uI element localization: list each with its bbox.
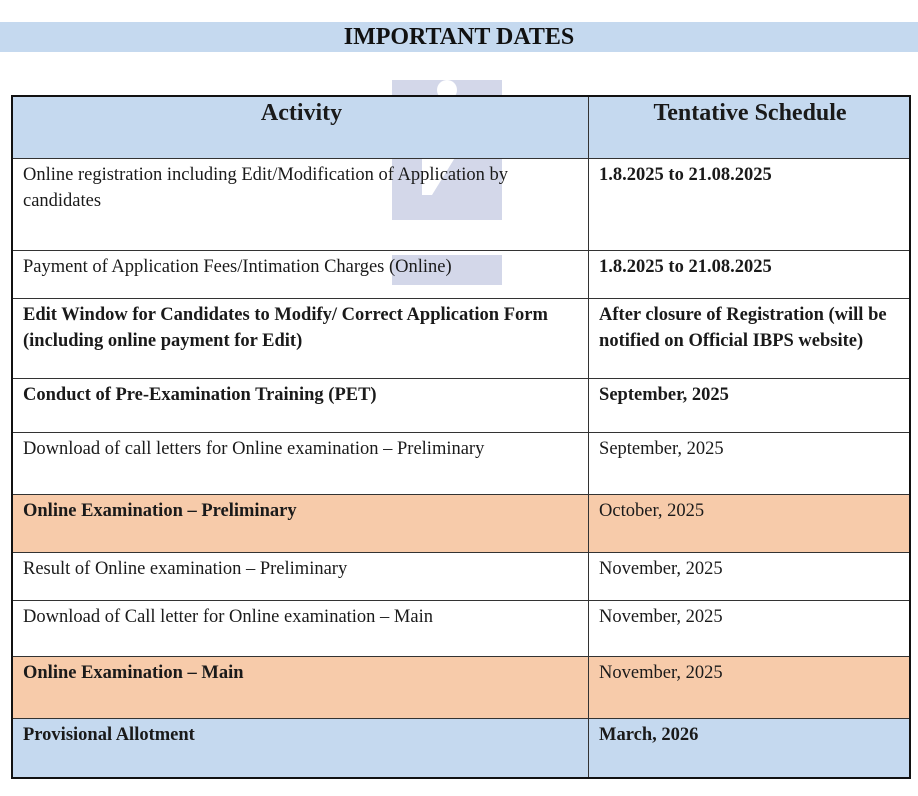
table-row xyxy=(12,494,910,552)
schedule-cell: 1.8.2025 to 21.08.2025 xyxy=(589,250,910,298)
activity-cell: Provisional Allotment xyxy=(12,718,589,778)
table-row xyxy=(12,552,910,600)
schedule-cell: September, 2025 xyxy=(589,432,910,494)
schedule-cell: 1.8.2025 to 21.08.2025 xyxy=(589,158,910,250)
table-row xyxy=(12,158,910,250)
activity-cell: Download of Call letter for Online examination – Main xyxy=(12,600,589,656)
table-row xyxy=(12,600,910,656)
schedule-cell: November, 2025 xyxy=(589,600,910,656)
table-header-row xyxy=(12,96,910,158)
activity-cell: Online Examination – Main xyxy=(12,656,589,718)
schedule-cell: October, 2025 xyxy=(589,494,910,552)
important-dates-table xyxy=(11,95,911,779)
activity-cell: Conduct of Pre-Examination Training (PET) xyxy=(12,378,589,432)
schedule-cell: November, 2025 xyxy=(589,656,910,718)
column-header-schedule: Tentative Schedule xyxy=(589,96,910,158)
table-row xyxy=(12,378,910,432)
schedule-cell: After closure of Registration (will be notified on Official IBPS website) xyxy=(589,298,910,378)
schedule-cell: September, 2025 xyxy=(589,378,910,432)
table-row xyxy=(12,718,910,778)
table-row xyxy=(12,432,910,494)
activity-cell: Edit Window for Candidates to Modify/ Correct Application Form (including online payment for Edit) xyxy=(12,298,589,378)
table-row xyxy=(12,298,910,378)
column-header-activity: Activity xyxy=(12,96,589,158)
schedule-cell: March, 2026 xyxy=(589,718,910,778)
activity-cell: Online Examination – Preliminary xyxy=(12,494,589,552)
activity-cell: Payment of Application Fees/Intimation Charges (Online) xyxy=(12,250,589,298)
activity-cell: Download of call letters for Online examination – Preliminary xyxy=(12,432,589,494)
table-row xyxy=(12,656,910,718)
activity-cell: Result of Online examination – Preliminary xyxy=(12,552,589,600)
schedule-cell: November, 2025 xyxy=(589,552,910,600)
page-title: IMPORTANT DATES xyxy=(0,22,918,52)
activity-cell: Online registration including Edit/Modification of Application by candidates xyxy=(12,158,589,250)
table-row xyxy=(12,250,910,298)
